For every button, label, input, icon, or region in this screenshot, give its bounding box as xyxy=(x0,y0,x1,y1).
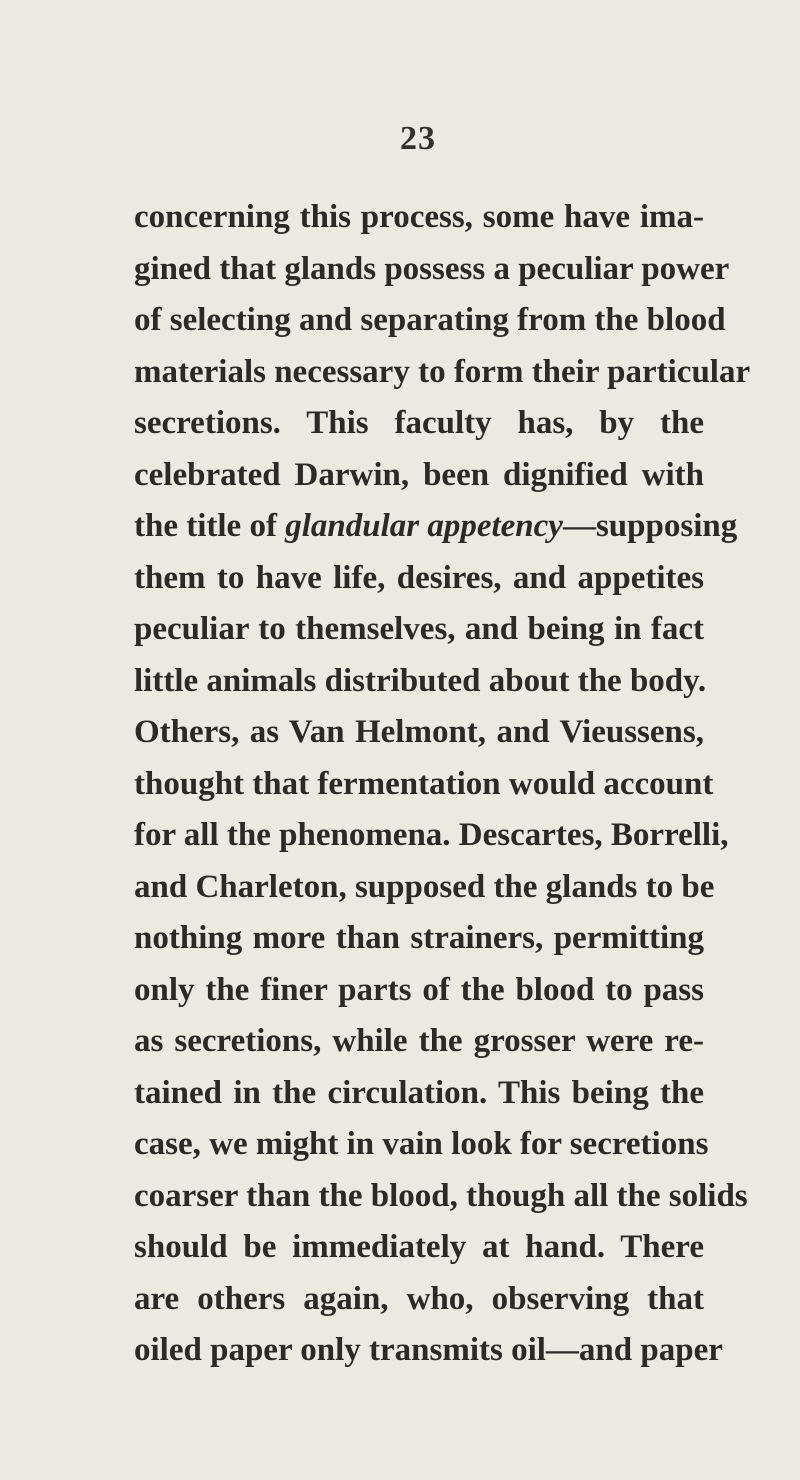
text-line xyxy=(134,1119,709,1171)
text-segment: Others, as Van Helmont, and Vieussens, xyxy=(134,714,704,750)
text-line xyxy=(134,398,704,450)
text-line xyxy=(134,295,726,347)
text-segment: secretions. This faculty has, by the xyxy=(134,405,704,441)
text-line xyxy=(134,450,704,502)
text-segment: them to have life, desires, and appetites xyxy=(134,559,704,596)
text-segment: as secretions, while the grosser were re- xyxy=(134,1023,704,1059)
text-segment: of selecting and separating from the blood xyxy=(134,302,726,338)
text-segment: oiled paper only transmits oil—and paper xyxy=(134,1332,723,1368)
text-line xyxy=(134,1222,704,1274)
text-segment: peculiar to themselves, and being in fact xyxy=(134,611,704,647)
text-line xyxy=(134,1016,704,1068)
text-line xyxy=(134,604,704,656)
text-segment: for all the phenomena. Descartes, Borrelli, xyxy=(134,817,729,853)
text-line xyxy=(134,1068,704,1120)
text-line xyxy=(134,244,730,296)
text-segment: nothing more than strainers, permitting xyxy=(134,920,704,956)
text-segment: should be immediately at hand. There xyxy=(134,1229,704,1265)
text-line xyxy=(134,707,704,759)
text-line xyxy=(134,501,738,553)
text-line xyxy=(134,810,729,862)
text-segment: materials necessary to form their particular xyxy=(134,353,751,390)
text-segment: the title of xyxy=(134,508,286,544)
text-segment: and Charleton, supposed the glands to be xyxy=(134,868,715,905)
page-number: 23 xyxy=(400,120,436,157)
text-line xyxy=(134,862,715,914)
text-segment: gined that glands possess a peculiar power xyxy=(134,250,730,287)
text-line xyxy=(134,656,707,708)
text-segment: tained in the circulation. This being the xyxy=(134,1074,704,1111)
text-line xyxy=(134,913,704,965)
text-line xyxy=(134,1171,748,1223)
text-segment: case, we might in vain look for secretions xyxy=(134,1126,709,1162)
text-line xyxy=(134,347,751,399)
text-segment: coarser than the blood, though all the solids xyxy=(134,1177,748,1214)
text-segment: are others again, who, observing that xyxy=(134,1280,704,1317)
text-segment: —supposing xyxy=(562,508,738,544)
body-text xyxy=(134,192,751,1377)
text-line xyxy=(134,1274,704,1326)
text-line xyxy=(134,553,704,605)
text-line xyxy=(134,192,704,244)
text-line xyxy=(134,1325,723,1377)
text-line xyxy=(134,759,714,811)
text-segment: thought that fermentation would account xyxy=(134,765,714,802)
text-segment: little animals distributed about the body. xyxy=(134,662,707,699)
text-segment: celebrated Darwin, been dignified with xyxy=(134,456,704,493)
text-line xyxy=(134,965,704,1017)
text-segment: concerning this process, some have ima- xyxy=(134,199,704,235)
text-segment: only the finer parts of the blood to pass xyxy=(134,971,704,1008)
italic-term: glandular appetency xyxy=(285,508,563,544)
